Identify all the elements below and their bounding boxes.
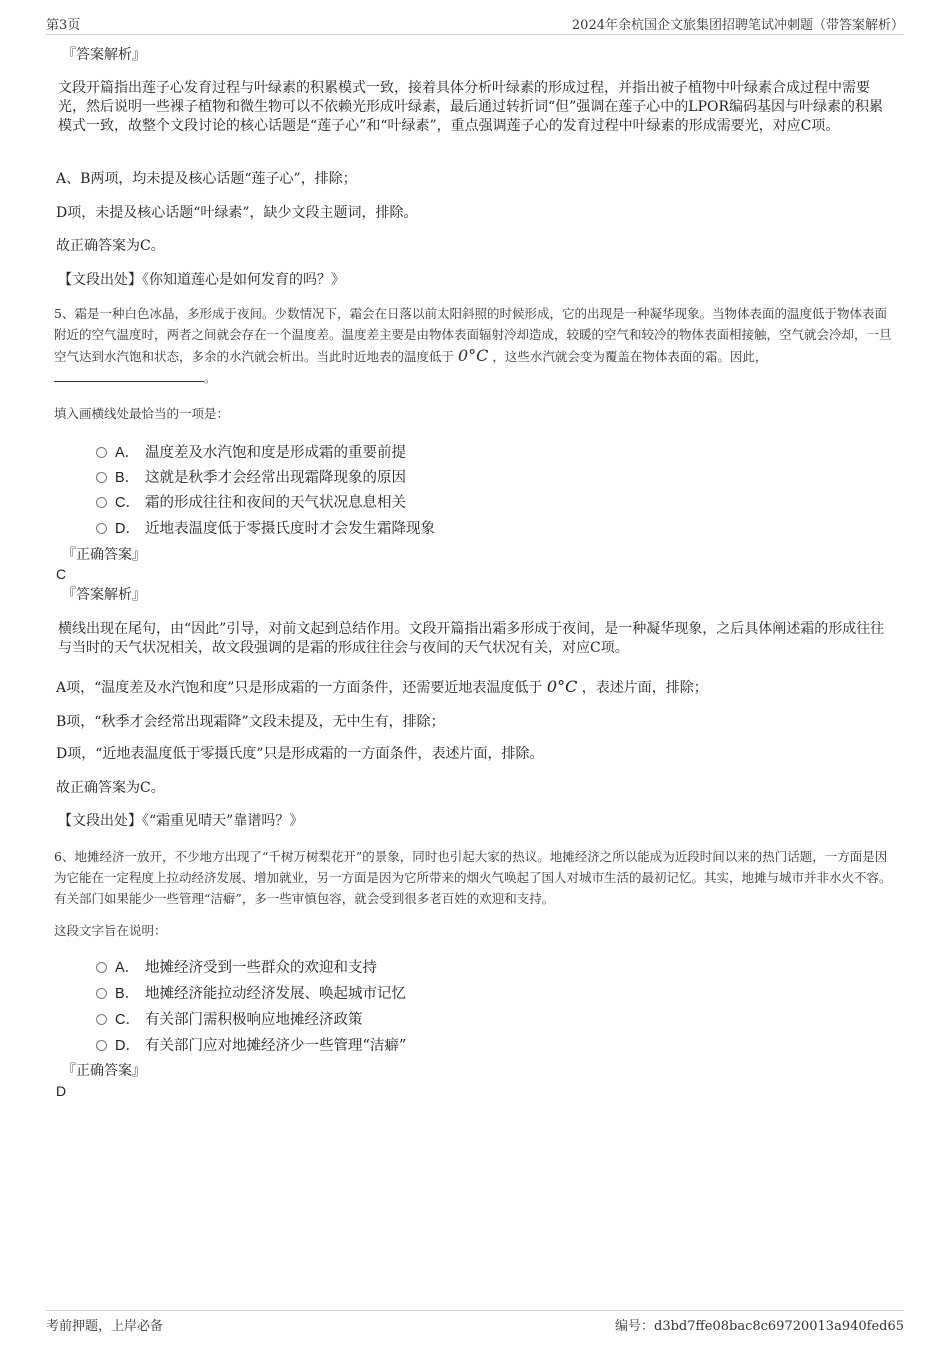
radio-icon[interactable]	[96, 988, 107, 999]
q6-option-c[interactable]	[96, 1008, 363, 1028]
q6-answer: D	[56, 1083, 67, 1099]
q6-stem: 6、地摊经济一放开，不少地方出现了“千树万树梨花开”的景象，同时也引起大家的热议。地摊经济之所以能成为近段时间以来的热门话题，一方面是因为它能在一定程度上拉动经济发展、增加就业，另一方面是因为它所带来的烟火气唤起了国人对城市生活的最初记忆。其实，地摊与城市并非水火不容。有关部门如果能少一些管理“洁癖”，多一些审慎包容，就会受到很多老百姓的欢迎和支持。	[54, 849, 892, 906]
page-number: 第3页	[46, 18, 81, 33]
option-text: 有关部门需积极响应地摊经济政策	[145, 1012, 363, 1028]
q6-answer-label: 『正确答案』	[62, 1063, 146, 1079]
q6-option-d[interactable]	[96, 1034, 406, 1054]
q5-analysis-b: B项，“秋季才会经常出现霜降”文段未提及，无中生有，排除；	[56, 714, 445, 730]
q5-option-a[interactable]	[96, 441, 406, 461]
q6-prompt: 这段文字旨在说明：	[54, 923, 167, 938]
radio-icon[interactable]	[96, 1040, 107, 1051]
option-text: 地摊经济能拉动经济发展、唤起城市记忆	[145, 986, 406, 1002]
option-key: C．	[115, 1012, 140, 1028]
footer-serial: 编号：d3bd7ffe08bac8c69720013a940fed65	[615, 1319, 904, 1334]
radio-icon[interactable]	[96, 447, 107, 458]
q4-analysis-d: D项，未提及核心话题“叶绿素”，缺少文段主题词，排除。	[56, 205, 418, 221]
q6-option-a[interactable]	[96, 956, 377, 976]
q5-analysis-a	[56, 677, 708, 698]
option-text: 霜的形成往往和夜间的天气状况息息相关	[145, 495, 406, 511]
q5-option-c[interactable]	[96, 491, 406, 511]
q5-stem	[54, 303, 896, 388]
page-header	[46, 14, 904, 35]
option-key: D．	[115, 1038, 140, 1054]
q5-stem-text1: 5、霜是一种白色冰晶，多形成于夜间。少数情况下，霜会在日落以前太阳斜照的时候形成，它的出现是一种凝华现象。当物体表面的温度低于物体表面附近的空气温度时，两者之间就会存在一个温度差。温度差主要是由物体表面辐射冷却造成，较暖的空气和较冷的物体表面相接触，空气就会冷却，一旦空气达到水汽饱和状态，多余的水汽就会析出。当此时近地表的温度低于	[54, 306, 892, 364]
q5-analysis-a-text1: A项，“温度差及水汽饱和度”只是形成霜的一方面条件，还需要近地表温度低于	[56, 680, 543, 696]
q5-stem-math: 0°C	[458, 346, 489, 365]
radio-icon[interactable]	[96, 1014, 107, 1025]
q5-answer: C	[56, 566, 67, 582]
q5-answer-blank	[54, 367, 204, 382]
q5-analysis-a-text2: ，表述片面，排除；	[581, 680, 708, 696]
q4-analysis-ab: A、B两项，均未提及核心话题“莲子心”，排除；	[56, 171, 357, 187]
q4-analysis-text: 文段开篇指出莲子心发育过程与叶绿素的积累模式一致，接着具体分析叶绿素的形成过程，并指出被子植物中叶绿素合成过程中需要光，然后说明一些裸子植物和微生物可以不依赖光形成叶绿素，最后通过转折词“但”强调在莲子心中的LPOR编码基因与叶绿素的积累模式一致，故整个文段讨论的核心话题是“莲子心”和“叶绿素”，重点强调莲子心的发育过程中叶绿素的形成需要光，对应C项。	[58, 80, 884, 134]
q5-prompt: 填入画横线处最恰当的一项是：	[54, 406, 230, 421]
q5-stem-text2: ，这些水汽就会变为覆盖在物体表面的霜。因此，	[492, 349, 768, 364]
option-text: 有关部门应对地摊经济少一些管理“洁癖”	[145, 1038, 407, 1054]
q5-analysis-a-math: 0°C	[546, 677, 578, 696]
option-key: D．	[115, 521, 140, 537]
q5-stem-end: 。	[204, 370, 217, 385]
q6-option-b[interactable]	[96, 982, 406, 1002]
q5-analysis-d: D项，“近地表温度低于零摄氏度”只是形成霜的一方面条件，表述片面，排除。	[56, 746, 544, 762]
option-key: A．	[115, 445, 140, 461]
radio-icon[interactable]	[96, 472, 107, 483]
option-text: 地摊经济受到一些群众的欢迎和支持	[145, 960, 377, 976]
q5-analysis-text: 横线出现在尾句，由“因此”引导，对前文起到总结作用。文段开篇指出霜多形成于夜间，是一种凝华现象，之后具体阐述霜的形成往往与当时的天气状况相关，故文段强调的是霜的形成往往会与夜间的天气状况有关，对应C项。	[58, 621, 885, 656]
document-title: 2024年余杭国企文旅集团招聘笔试冲刺题（带答案解析）	[571, 18, 904, 33]
page-footer	[46, 1310, 904, 1335]
radio-icon[interactable]	[96, 497, 107, 508]
option-key: B．	[115, 986, 140, 1002]
q5-source: 【文段出处】《“霜重见晴天”靠谱吗？》	[58, 813, 304, 829]
option-key: A．	[115, 960, 140, 976]
footer-slogan: 考前押题，上岸必备	[46, 1319, 164, 1334]
radio-icon[interactable]	[96, 523, 107, 534]
q5-conclusion: 故正确答案为C。	[56, 780, 165, 796]
q4-source: 【文段出处】《你知道莲心是如何发育的吗？》	[58, 272, 345, 288]
q5-option-d[interactable]	[96, 517, 435, 537]
q5-option-b[interactable]	[96, 466, 406, 486]
option-key: C．	[115, 495, 140, 511]
option-text: 近地表温度低于零摄氏度时才会发生霜降现象	[145, 521, 435, 537]
q4-analysis-label: 『答案解析』	[62, 47, 146, 63]
option-text: 这就是秋季才会经常出现霜降现象的原因	[145, 470, 406, 486]
option-text: 温度差及水汽饱和度是形成霜的重要前提	[145, 445, 406, 461]
radio-icon[interactable]	[96, 962, 107, 973]
q4-conclusion: 故正确答案为C。	[56, 238, 165, 254]
q5-analysis-label: 『答案解析』	[62, 587, 146, 603]
q5-answer-label: 『正确答案』	[62, 547, 146, 563]
option-key: B．	[115, 470, 140, 486]
